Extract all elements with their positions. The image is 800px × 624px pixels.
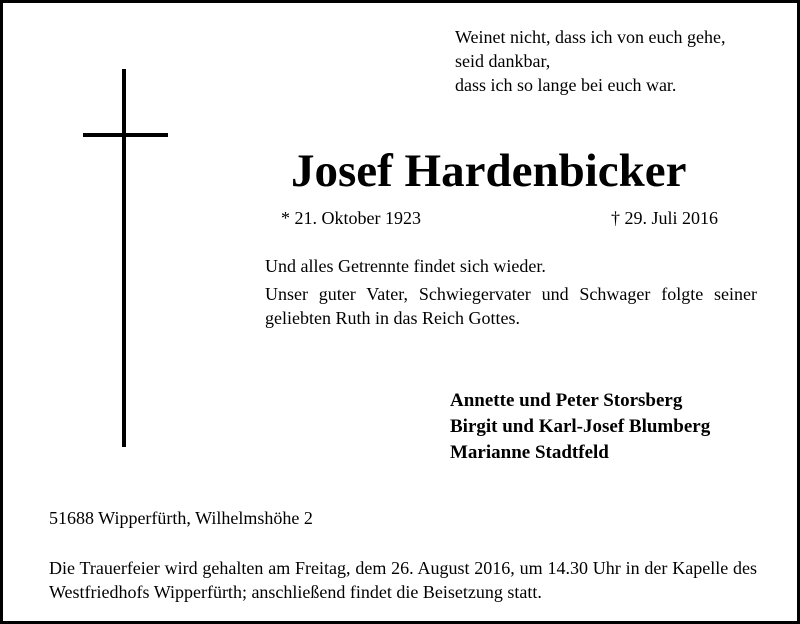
poem-line: dass ich so lange bei euch war. — [455, 75, 677, 95]
death-date: † 29. Juli 2016 — [611, 208, 719, 228]
poem — [455, 25, 725, 97]
address: 51688 Wipperfürth, Wilhelmshöhe 2 — [49, 508, 313, 528]
mourner-name: Marianne Stadtfeld — [450, 442, 609, 463]
deceased-name: Josef Hardenbicker — [291, 145, 687, 197]
poem-line: Weinet nicht, dass ich von euch gehe, — [455, 27, 726, 47]
mourners-list — [450, 388, 710, 466]
verse-line: Und alles Getrennte findet sich wieder. — [265, 256, 546, 276]
funeral-service-info: Die Trauerfeier wird gehalten am Freitag, dem 26. August 2016, um 14.30 Uhr in der Kapelle des Westfriedhofs Wipperfürth; anschließend findet die Beisetzung statt. — [49, 558, 757, 602]
cross-vertical-bar — [122, 69, 126, 447]
death-message: Unser guter Vater, Schwiegervater und Schwager folgte seiner geliebten Ruth in das Reich Gottes. — [265, 284, 757, 328]
poem-line: seid dankbar, — [455, 51, 551, 71]
mourner-name: Annette und Peter Storsberg — [450, 390, 683, 411]
birth-date: * 21. Oktober 1923 — [281, 208, 421, 228]
mourner-name: Birgit und Karl-Josef Blumberg — [450, 416, 711, 437]
cross-horizontal-bar — [83, 133, 168, 137]
